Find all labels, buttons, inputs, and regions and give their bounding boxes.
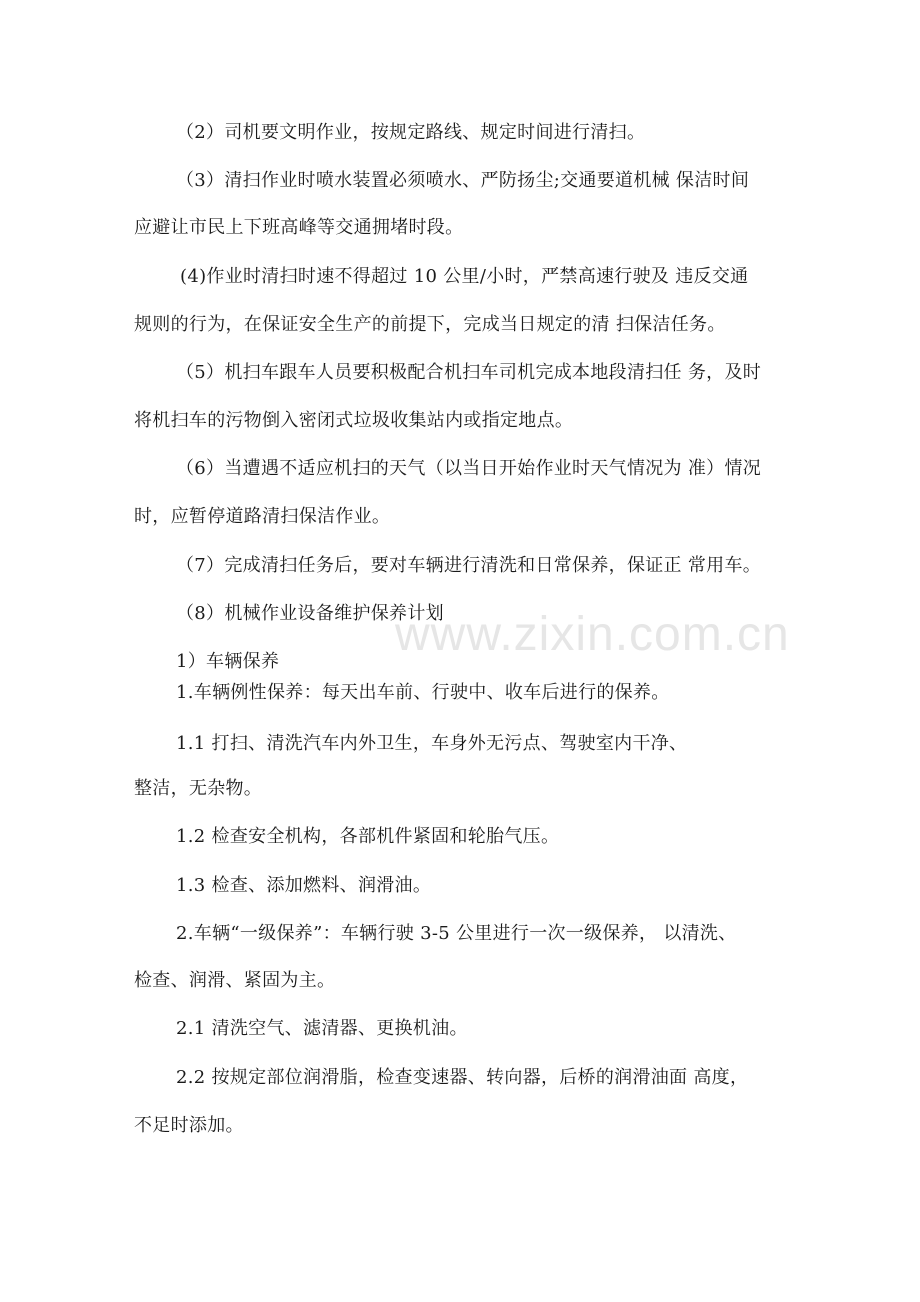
paragraph-line: 整洁，无杂物。 [134, 778, 263, 799]
paragraph-line: 1.2 检查安全机构，各部机件紧固和轮胎气压。 [176, 826, 560, 847]
paragraph-line: 时，应暂停道路清扫保洁作业。 [134, 506, 391, 527]
paragraph-line: 1）车辆保养 [176, 651, 280, 672]
paragraph-line: 1.1 打扫、清洗汽车内外卫生，车身外无污点、驾驶室内干净、 [176, 733, 688, 754]
paragraph-line: 应避让市民上下班高峰等交通拥堵时段。 [134, 217, 464, 238]
paragraph-line: （2）司机要文明作业，按规定路线、规定时间进行清扫。 [176, 122, 646, 143]
paragraph-line: （7）完成清扫任务后，要对车辆进行清洗和日常保养，保证正 常用车。 [176, 555, 762, 576]
paragraph-line: 1.车辆例性保养：每天出车前、行驶中、收车后进行的保养。 [176, 682, 670, 703]
paragraph-line: 2.2 按规定部位润滑脂，检查变速器、转向器，后桥的润滑油面 高度， [176, 1067, 749, 1088]
paragraph-line: 将机扫车的污物倒入密闭式垃圾收集站内或指定地点。 [134, 410, 574, 431]
paragraph-line: 2.车辆“一级保养”：车辆行驶 3-5 公里进行一次一级保养， 以清洗、 [176, 923, 737, 944]
paragraph-line: 规则的行为，在保证安全生产的前提下，完成当日规定的清 扫保洁任务。 [134, 314, 726, 335]
paragraph-line: (4)作业时清扫时速不得超过 10 公里/小时，严禁高速行驶及 违反交通 [180, 266, 749, 287]
paragraph-line: 检查、润滑、紧固为主。 [134, 970, 336, 991]
paragraph-line: （6）当遭遇不适应机扫的天气（以当日开始作业时天气情况为 准）情况 [176, 458, 762, 479]
paragraph-line: 2.1 清洗空气、滤清器、更换机油。 [176, 1018, 468, 1039]
watermark: www.zixin.com.cn [395, 608, 790, 661]
paragraph-line: （3）清扫作业时喷水装置必须喷水、严防扬尘;交通要道机械 保洁时间 [176, 170, 750, 191]
paragraph-line: 1.3 检查、添加燃料、润滑油。 [176, 875, 432, 896]
paragraph-line: 不足时添加。 [134, 1115, 244, 1136]
paragraph-line: （8）机械作业设备维护保养计划 [176, 603, 444, 624]
paragraph-line: （5）机扫车跟车人员要积极配合机扫车司机完成本地段清扫任 务，及时 [176, 362, 762, 383]
